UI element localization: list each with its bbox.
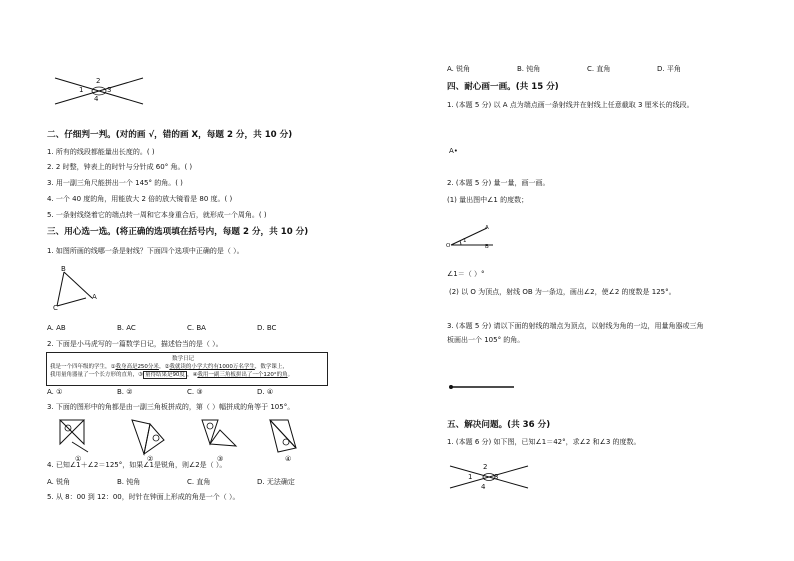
solve-angle-label-3: 3 [494,473,499,481]
diary-l2-text-c: ，④ [186,372,198,378]
q3-figure-label-1: ① [75,455,82,463]
angle-1-answer-blank[interactable]: ∠1＝（ ）° [447,270,485,278]
q5-option-d[interactable]: D. 平角 [657,65,681,73]
angle-label-3: 3 [107,86,112,94]
ray-figure[interactable] [448,384,518,390]
choice-q1: 1. 如图所画的线哪一条是射线？下面四个选项中正确的是（ ）。 [47,247,244,255]
judge-item-5: 5. 一条射线绕着它的端点转一周和它本身重合后，就形成一个周角。( ) [47,211,267,219]
judge-item-3: 3. 用一副三角尺能拼出一个 145° 的角。( ) [47,179,183,187]
solve-angle-label-4: 4 [481,483,486,491]
q1-option-a[interactable]: A. AB [47,324,66,332]
solve-angle-label-2: 2 [483,463,488,471]
diary-statement-2: 我就读的小学大约有1000万名学生 [169,364,255,370]
choice-q5: 5. 从 8：00 到 12：00，时针在钟面上形成的角是一个（ ）。 [47,493,240,501]
draw-q2-part1: (1) 量出图中∠1 的度数； [447,196,529,204]
choice-q3: 3. 下面的图形中的角都是由一副三角板拼成的，第（ ）幅拼成的角等于 105°。 [47,403,295,411]
triangle-label-b: B [61,265,66,273]
diary-title: 数学日记 [172,356,195,362]
point-a[interactable]: A• [449,147,458,155]
intersecting-lines-figure-top [55,70,145,110]
triangle-ray-figure [52,264,102,314]
choice-q2: 2. 下面是小马虎写的一篇数学日记，描述恰当的是（ ）。 [47,340,223,348]
q4-option-c[interactable]: C. 直角 [187,478,211,486]
q4-option-b[interactable]: B. 钝角 [117,478,141,486]
diary-statement-3: 量得结果是90度 [144,372,185,378]
set-square-figure-3 [200,418,240,458]
q3-figure-label-2: ② [147,455,154,463]
angle-ray-a: A [485,225,489,231]
diary-l2-text-a: 我用量角器量了一个长方形的直角，③ [50,372,143,378]
diary-l1-text-c: ，② [158,364,170,370]
angle-label-2: 2 [96,77,101,85]
q4-option-d[interactable]: D. 无法确定 [257,478,295,486]
triangle-label-a: A [92,293,97,301]
angle-ray-b: B [485,244,489,250]
angle-label-1: 1 [79,86,84,94]
triangle-label-c: C [53,304,58,312]
q1-option-c[interactable]: C. BA [187,324,206,332]
intersecting-lines-figure-bottom [450,458,530,494]
set-square-figure-4 [268,418,308,458]
draw-q3-line2: 板画出一个 105° 的角。 [447,336,525,344]
section-2-title: 二、仔细判一判。(对的画 √，错的画 X，每题 2 分，共 10 分) [47,130,293,140]
judge-item-4: 4. 一个 40 度的角，用能放大 2 倍的放大镜看是 80 度。( ) [47,195,233,203]
math-diary-box [46,352,328,386]
diary-statement-4: 我用一副三角板拼出了一个120°的角 [197,372,288,378]
q4-option-a[interactable]: A. 锐角 [47,478,71,486]
q2-option-a[interactable]: A. ① [47,388,63,396]
diary-line-2 [50,370,293,378]
draw-q2-part2: (2) 以 O 为顶点，射线 OB 为一条边，画出∠2，使∠2 的度数是 125°。 [449,288,676,296]
q3-figure-label-3: ③ [217,455,224,463]
diary-statement-1: 我身高是250分米 [115,364,159,370]
q3-figure-label-4: ④ [285,455,292,463]
draw-q3-line1: 3. (本题 5 分) 请以下面的射线的端点为顶点，以射线为角的一边，用量角器或三角 [447,322,704,330]
diary-l1-text-e: ，数学课上， [254,364,288,370]
section-3-title: 三、用心选一选。(将正确的选项填在括号内，每题 2 分，共 10 分) [47,227,309,237]
judge-item-1: 1. 所有的线段都能量出长度的。( ) [47,148,155,156]
diary-line-1 [50,362,288,370]
angle-vertex-o: O [446,243,451,249]
section-4-title: 四、耐心画一画。(共 15 分) [447,82,559,92]
q1-option-d[interactable]: D. BC [257,324,277,332]
q2-option-d[interactable]: D. ④ [257,388,274,396]
set-square-figure-2 [130,418,170,458]
solve-q1: 1. (本题 6 分) 如下图，已知∠1＝42°，求∠2 和∠3 的度数。 [447,438,641,446]
solve-angle-label-1: 1 [468,473,473,481]
section-5-title: 五、解决问题。(共 36 分) [447,420,551,430]
choice-q4: 4. 已知∠1＋∠2＝125°，如果∠1是锐角，则∠2是（ ）。 [47,461,227,469]
q5-option-c[interactable]: C. 直角 [587,65,611,73]
diary-l2-text-e: 。 [287,372,294,378]
draw-q2: 2. (本题 5 分) 量一量，画一画。 [447,179,550,187]
q2-option-b[interactable]: B. ② [117,388,133,396]
q5-option-b[interactable]: B. 钝角 [517,65,541,73]
set-square-figure-1 [58,418,98,458]
q2-option-c[interactable]: C. ③ [187,388,203,396]
q5-option-a[interactable]: A. 锐角 [447,65,471,73]
q1-option-b[interactable]: B. AC [117,324,136,332]
judge-item-2: 2. 2 时整，钟表上的时针与分针成 60° 角。( ) [47,163,193,171]
draw-q1: 1. (本题 5 分) 以 A 点为端点画一条射线并在射线上任意截取 3 厘米长的线段。 [447,101,694,109]
angle-measure-figure [447,222,497,252]
angle-label-1-measure: 1 [463,238,467,244]
angle-label-4: 4 [94,95,99,103]
diary-l1-text-a: 我是一个四年级的学生，① [50,364,116,370]
